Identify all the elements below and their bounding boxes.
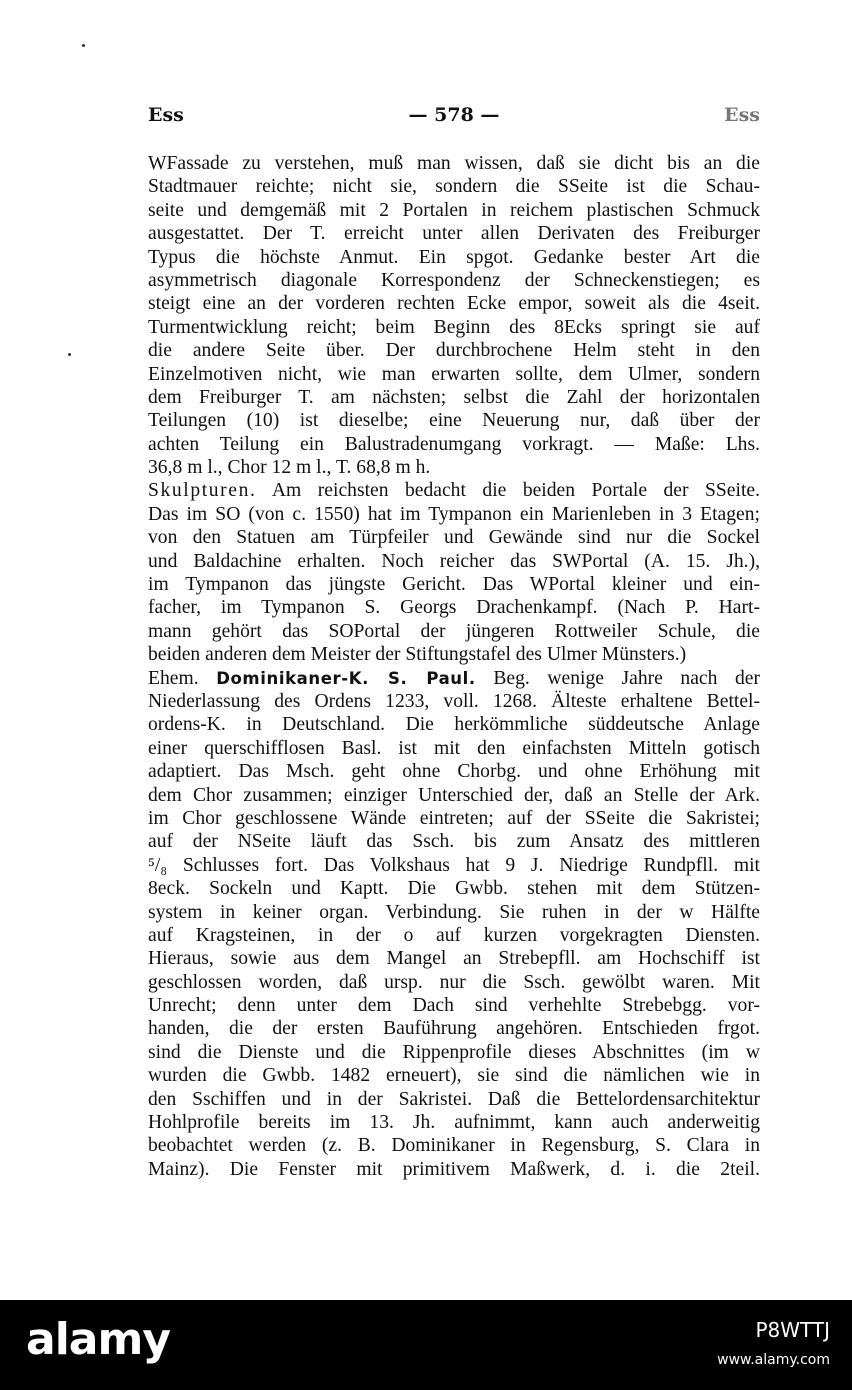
body-text — [148, 152, 760, 1181]
text-line: system in keiner organ. Verbindung. Sie ruhen in der w Hälfte — [148, 901, 760, 923]
text-line: den Sschiffen und in der Sakristei. Daß die Bettelordensarchitektur — [148, 1088, 760, 1110]
text-line: im Chor geschlossene Wände eintreten; auf der SSeite die Sakristei; — [148, 807, 760, 829]
text-line: adaptiert. Das Msch. geht ohne Chorbg. und ohne Erhöhung mit — [148, 761, 760, 783]
text-line: die andere Seite über. Der durchbrochene Helm steht in den — [148, 340, 760, 362]
text-line: wurden die Gwbb. 1482 erneuert), sie sind die nämlichen wie in — [148, 1065, 760, 1087]
dominikaner-first-line-rest: Beg. wenige Jahre nach der — [493, 667, 761, 689]
text-line: einer querschifflosen Basl. ist mit den einfachsten Mitteln gotisch — [148, 737, 760, 759]
skulpturen-first-line-rest: Am reichsten bedacht die beiden Portale der SSeite. — [271, 480, 760, 502]
text-line: geschlossen worden, daß ursp. nur die Ssch. gewölbt waren. Mit — [148, 971, 760, 993]
page-header — [148, 104, 760, 132]
text-line: beobachtet werden (z. B. Dominikaner in Regensburg, S. Clara in — [148, 1135, 760, 1157]
text-line: Turmentwicklung reicht; beim Beginn des 8Ecks springt sie auf — [148, 316, 760, 338]
skulpturen-label: Skulpturen. — [148, 480, 257, 502]
text-line: auf der NSeite läuft das Ssch. bis zum Ansatz des mittleren — [148, 831, 760, 853]
text-line: dem Freiburger T. am nächsten; selbst die Zahl der horizontalen — [148, 386, 760, 408]
site-url: www.alamy.com — [717, 1352, 830, 1368]
scan-speck — [68, 353, 71, 356]
text-line: mann gehört das SOPortal der jüngeren Rottweiler Schule, die — [148, 620, 760, 642]
text-line: beiden anderen dem Meister der Stiftungstafel des Ulmer Münsters.) — [148, 644, 687, 666]
text-line: von den Statuen am Türpfeiler und Gewände sind nur die Sockel — [148, 527, 760, 549]
dominikaner-heading-line — [148, 667, 760, 690]
text-line: seite und demgemäß mit 2 Portalen in reichem plastischen Schmuck — [148, 199, 760, 221]
alamy-logo: alamy — [26, 1314, 170, 1365]
text-line: ordens-K. in Deutschland. Die herkömmliche süddeutsche Anlage — [148, 714, 760, 736]
watermark-footer — [0, 1300, 852, 1390]
text-line: WFassade zu verstehen, muß man wissen, daß sie dicht bis an die — [148, 153, 760, 174]
header-left-keyword: Ess — [148, 104, 184, 126]
text-line: Unrecht; denn unter dem Dach sind verhehlte Strebebgg. vor- — [148, 995, 760, 1017]
text-line: dem Chor zusammen; einziger Unterschied der, daß an Stelle der Ark. — [148, 784, 760, 806]
page-number: — 578 — — [408, 104, 500, 126]
text-line: ausgestattet. Der T. erreicht unter allen Derivaten des Freiburger — [148, 223, 760, 245]
text-line: auf Kragsteinen, in der o auf kurzen vorgekragten Diensten. — [148, 924, 760, 946]
text-line: Hieraus, sowie aus dem Mangel an Strebepfll. am Hochschiff ist — [148, 948, 760, 970]
dominikaner-title: Dominikaner-K. S. Paul. — [216, 668, 476, 688]
text-line: Hohlprofile bereits im 13. Jh. aufnimmt, kann auch anderweitig — [148, 1112, 760, 1134]
skulpturen-heading-line — [148, 479, 760, 502]
text-line: facher, im Tympanon S. Georgs Drachenkampf. (Nach P. Hart- — [148, 597, 760, 619]
header-right-keyword: Ess — [724, 104, 760, 126]
text-line: Stadtmauer reichte; nicht sie, sondern die SSeite ist die Schau- — [148, 176, 760, 198]
text-line: 8eck. Sockeln und Kaptt. Die Gwbb. stehen mit dem Stützen- — [148, 878, 760, 900]
text-line: asymmetrisch diagonale Korrespondenz der Schneckenstiegen; es — [148, 269, 760, 291]
text-line: sind die Dienste und die Rippenprofile dieses Abschnittes (im w — [148, 1041, 760, 1063]
text-line: Mainz). Die Fenster mit primitivem Maßwerk, d. i. die 2teil. — [148, 1158, 760, 1180]
text-line: Teilungen (10) ist dieselbe; eine Neuerung nur, daß über der — [148, 410, 760, 432]
image-code: P8WTTJ — [755, 1318, 830, 1342]
dominikaner-prefix: Ehem. — [148, 667, 199, 689]
text-line: achten Teilung ein Balustradenumgang vorkragt. — Maße: Lhs. — [148, 433, 760, 455]
text-line: steigt eine an der vorderen rechten Ecke empor, soweit als die 4seit. — [148, 293, 760, 315]
text-line: Einzelmotiven nicht, wie man erwarten sollte, dem Ulmer, sondern — [148, 363, 760, 385]
text-line: Typus die höchste Anmut. Ein spgot. Gedanke bester Art die — [148, 246, 760, 268]
scan-speck — [82, 44, 85, 47]
text-line: Niederlassung des Ordens 1233, voll. 1268. Älteste erhaltene Bettel- — [148, 690, 760, 712]
text-line: und Baldachine erhalten. Noch reicher das SWPortal (A. 15. Jh.), — [148, 550, 760, 572]
text-line: 36,8 m l., Chor 12 m l., T. 68,8 m h. — [148, 457, 431, 479]
text-line: handen, die der ersten Bauführung angehören. Entschieden frgot. — [148, 1018, 760, 1040]
text-line: ⁵/₈ Schlusses fort. Das Volkshaus hat 9 J. Niedrige Rundpfll. mit — [148, 854, 760, 876]
text-line: Das im SO (von c. 1550) hat im Tympanon ein Marienleben in 3 Etagen; — [148, 503, 760, 525]
text-line: im Tympanon das jüngste Gericht. Das WPortal kleiner und ein- — [148, 574, 760, 596]
